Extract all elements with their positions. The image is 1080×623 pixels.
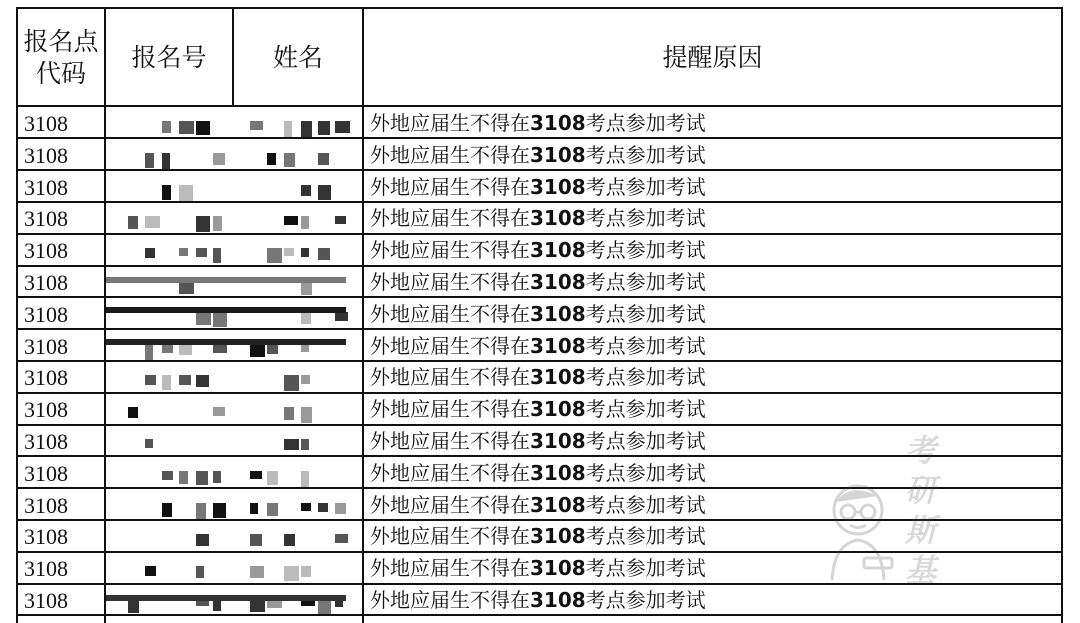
redaction-pixel: [301, 185, 311, 196]
redaction-pixel: [162, 375, 171, 390]
redaction-pixel: [145, 216, 160, 228]
reason-text-post: 考点参加考试: [585, 174, 706, 199]
reason-text-pre: 外地应届生不得在: [370, 556, 530, 581]
redaction-pixel: [250, 503, 258, 514]
redaction-pixel: [213, 216, 222, 231]
redaction-pixel: [145, 439, 153, 448]
reason-text-post: 考点参加考试: [585, 333, 706, 358]
reason-text-post: 考点参加考试: [585, 429, 706, 453]
header-code-line1: 报名点: [23, 27, 99, 56]
redaction-pixel: [335, 216, 346, 224]
cell-reason: [370, 171, 830, 202]
watermark-char: 基: [905, 553, 936, 589]
redaction-pixel: [250, 534, 262, 546]
redaction-pixel: [196, 312, 211, 325]
redaction-pixel: [179, 344, 192, 355]
redaction-pixel: [267, 344, 278, 354]
cell-reason: [370, 234, 830, 265]
cell-reason: [370, 202, 830, 233]
cell-code: 3108: [24, 397, 68, 423]
grid-vline: [362, 9, 364, 623]
grid-vline: [232, 9, 234, 107]
watermark-char: 斯: [905, 513, 936, 549]
redaction-pixel: [284, 439, 299, 450]
redaction-pixel: [196, 566, 204, 578]
redaction-pixel: [284, 375, 299, 391]
redaction-pixel: [145, 248, 155, 258]
reason-exam-site-code: 3108: [530, 492, 586, 517]
cell-reason: [370, 489, 830, 520]
reason-text-post: 考点参加考试: [585, 460, 706, 485]
redaction-pixel: [250, 566, 264, 578]
redaction-pixel: [213, 248, 221, 263]
reason-exam-site-code: 3108: [530, 429, 586, 453]
redaction-pixel: [284, 248, 294, 256]
cell-reason: [370, 298, 830, 329]
reason-text-post: 考点参加考试: [585, 206, 706, 231]
reason-text-post: 考点参加考试: [585, 238, 706, 263]
watermark-char: 研: [905, 473, 936, 509]
reason-text-pre: 外地应届生不得在: [370, 142, 530, 167]
redaction-pixel: [196, 471, 208, 485]
redaction-pixel: [267, 248, 282, 263]
cell-reason: [370, 139, 830, 170]
redaction-pixel: [335, 312, 348, 321]
redaction-pixel: [250, 121, 263, 130]
redaction-pixel: [179, 375, 191, 385]
reason-text-pre: 外地应届生不得在: [370, 174, 530, 199]
row-divider: [18, 614, 1061, 616]
redaction-pixel: [318, 503, 328, 512]
redaction-pixel: [145, 375, 156, 385]
reason-text-post: 考点参加考试: [585, 397, 706, 422]
redaction-bar: [106, 277, 346, 283]
redaction-pixel: [318, 153, 329, 165]
reason-exam-site-code: 3108: [530, 556, 586, 581]
cell-reason: [370, 266, 830, 297]
redaction-pixel: [301, 503, 311, 511]
cell-reason: [370, 552, 830, 583]
reason-text-post: 考点参加考试: [585, 492, 706, 517]
cell-reason: [370, 584, 830, 615]
redaction-pixel: [318, 121, 330, 135]
cell-code: 3108: [24, 111, 68, 136]
redaction-pixel: [145, 153, 154, 168]
reason-text-pre: 外地应届生不得在: [370, 429, 530, 453]
header-name: 姓名: [272, 43, 323, 72]
reason-text-post: 考点参加考试: [585, 111, 706, 135]
reason-exam-site-code: 3108: [530, 397, 586, 422]
redaction-pixel: [196, 375, 209, 387]
reason-text-pre: 外地应届生不得在: [370, 333, 530, 358]
redaction-pixel: [335, 503, 346, 514]
redaction-pixel: [301, 248, 309, 257]
cell-code: 3108: [24, 206, 68, 232]
reason-text-post: 考点参加考试: [585, 524, 706, 549]
redaction-pixel: [196, 121, 210, 135]
redaction-pixel: [301, 312, 311, 324]
redaction-pixel: [301, 407, 312, 423]
redaction-pixel: [284, 153, 295, 167]
redaction-bar: [106, 595, 346, 601]
reason-text-post: 考点参加考试: [585, 588, 706, 612]
cartoon-student-mascot-icon: [820, 480, 900, 590]
reason-text-pre: 外地应届生不得在: [370, 238, 530, 263]
cell-code: 3108: [24, 142, 68, 168]
redaction-pixel: [335, 534, 348, 543]
cell-reason: [370, 393, 830, 424]
redaction-pixel: [179, 248, 188, 256]
reason-text-pre: 外地应届生不得在: [370, 460, 530, 485]
reason-exam-site-code: 3108: [530, 301, 586, 326]
redaction-pixel: [162, 471, 173, 480]
redaction-pixel: [213, 407, 225, 416]
redaction-pixel: [335, 121, 350, 133]
redaction-pixel: [162, 185, 171, 200]
redaction-pixel: [301, 375, 310, 384]
redaction-pixel: [145, 566, 156, 576]
redaction-pixel: [301, 216, 309, 229]
cell-reason: [370, 361, 830, 392]
reason-text-pre: 外地应届生不得在: [370, 524, 530, 549]
reason-exam-site-code: 3108: [530, 365, 586, 390]
reason-exam-site-code: 3108: [530, 206, 586, 231]
cell-reason: [370, 107, 830, 138]
reason-text-pre: 外地应届生不得在: [370, 206, 530, 231]
redaction-pixel: [267, 503, 278, 516]
cell-code: 3108: [24, 524, 68, 550]
redaction-pixel: [179, 121, 194, 134]
redaction-pixel: [284, 216, 298, 225]
redacted-personal-info: [106, 107, 350, 623]
reason-text-pre: 外地应届生不得在: [370, 492, 530, 517]
cell-code: 3108: [24, 492, 68, 518]
cell-code: 3108: [24, 333, 68, 359]
redaction-pixel: [145, 344, 153, 361]
redaction-pixel: [128, 216, 138, 229]
reason-exam-site-code: 3108: [530, 524, 586, 549]
cell-code: 3108: [24, 429, 68, 454]
redaction-pixel: [267, 153, 276, 165]
redaction-pixel: [250, 471, 262, 479]
reason-exam-site-code: 3108: [530, 333, 586, 358]
reason-text-pre: 外地应届生不得在: [370, 397, 530, 422]
cell-code: 3108: [24, 270, 68, 295]
redaction-pixel: [128, 407, 138, 418]
redaction-pixel: [250, 344, 265, 357]
reason-text-post: 考点参加考试: [585, 142, 706, 167]
reason-exam-site-code: 3108: [530, 111, 586, 135]
reason-text-pre: 外地应届生不得在: [370, 301, 530, 326]
cell-code: 3108: [24, 174, 68, 200]
header-reg-no: 报名号: [131, 43, 207, 72]
reason-text-post: 考点参加考试: [585, 270, 706, 294]
reason-text-post: 考点参加考试: [585, 556, 706, 581]
redaction-pixel: [284, 407, 294, 420]
reason-text-pre: 外地应届生不得在: [370, 365, 530, 390]
reason-exam-site-code: 3108: [530, 142, 586, 167]
redaction-pixel: [284, 121, 292, 138]
header-code: [18, 9, 104, 107]
reason-exam-site-code: 3108: [530, 460, 586, 485]
redaction-pixel: [196, 534, 209, 546]
reason-text-post: 考点参加考试: [585, 301, 706, 326]
redaction-pixel: [318, 248, 330, 260]
cell-code: 3108: [24, 238, 68, 264]
cell-code: 3108: [24, 365, 68, 391]
redaction-pixel: [213, 153, 225, 165]
cell-code: 3108: [24, 588, 68, 613]
redaction-bar: [106, 339, 346, 345]
cell-reason: [370, 330, 830, 361]
reason-exam-site-code: 3108: [530, 174, 586, 199]
redaction-pixel: [301, 121, 312, 138]
watermark-char: 考: [905, 433, 936, 469]
redaction-pixel: [284, 566, 299, 581]
cell-code: 3108: [24, 460, 68, 486]
cell-reason: [370, 425, 830, 456]
reason-text-pre: 外地应届生不得在: [370, 270, 530, 294]
header-code-line2: 代码: [35, 59, 86, 88]
redaction-pixel: [196, 248, 207, 257]
header-reason: 提醒原因: [662, 43, 763, 72]
cell-code: 3108: [24, 556, 68, 582]
redaction-pixel: [213, 312, 227, 327]
redaction-pixel: [301, 439, 309, 450]
redaction-pixel: [267, 471, 278, 485]
redaction-bar: [106, 307, 346, 313]
redaction-pixel: [179, 185, 193, 201]
reason-exam-site-code: 3108: [530, 588, 586, 612]
watermark: [820, 425, 970, 589]
reason-text-pre: 外地应届生不得在: [370, 588, 530, 612]
redaction-pixel: [162, 153, 170, 170]
reason-exam-site-code: 3108: [530, 238, 586, 263]
redaction-pixel: [196, 503, 206, 520]
redaction-pixel: [196, 216, 210, 232]
cell-reason: [370, 457, 830, 488]
redaction-pixel: [318, 185, 331, 200]
redaction-pixel: [213, 503, 226, 518]
reason-text-post: 考点参加考试: [585, 365, 706, 390]
redaction-pixel: [162, 503, 172, 517]
redaction-pixel: [301, 471, 309, 487]
reason-text-pre: 外地应届生不得在: [370, 111, 530, 135]
redaction-pixel: [301, 566, 311, 577]
redaction-pixel: [213, 471, 221, 483]
cell-reason: [370, 520, 830, 551]
redaction-pixel: [284, 534, 295, 546]
reason-exam-site-code: 3108: [530, 270, 586, 294]
cell-code: 3108: [24, 301, 68, 327]
redaction-pixel: [179, 471, 188, 484]
redaction-pixel: [162, 121, 171, 133]
